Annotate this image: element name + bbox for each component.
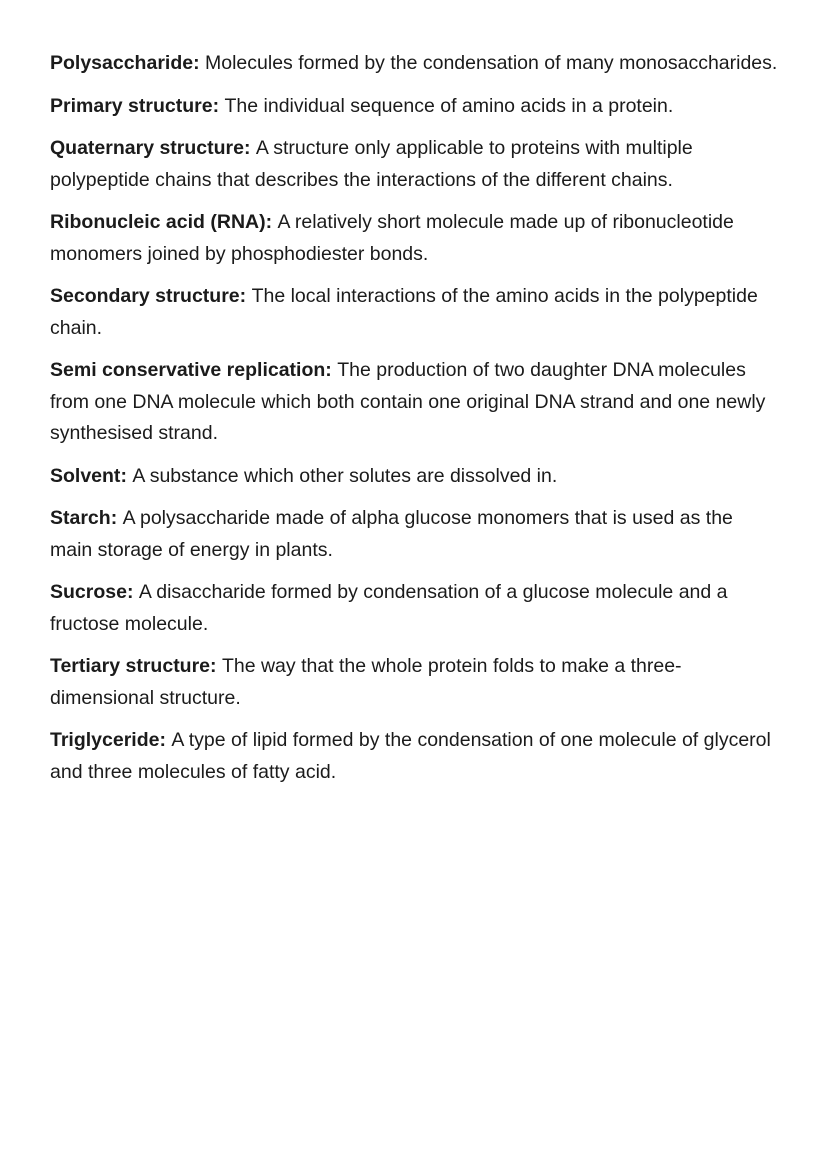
glossary-definition: A disaccharide formed by condensation of a glucose molecule and a fructose molecule. <box>50 581 728 635</box>
glossary-entry-semi-conservative-replication <box>50 355 780 450</box>
glossary-definition: The production of two daughter DNA molecules from one DNA molecule which both contain one original DNA strand and one newly synthesised strand. <box>50 359 766 444</box>
glossary-definition: The way that the whole protein folds to make a three-dimensional structure. <box>50 655 682 709</box>
glossary-entry-rna <box>50 207 780 270</box>
glossary-definition: The individual sequence of amino acids in a protein. <box>224 94 674 117</box>
term-separator: : <box>212 94 225 117</box>
glossary-term: Polysaccharide <box>50 52 194 74</box>
glossary-entry-sucrose <box>50 577 780 640</box>
glossary-term: Ribonucleic acid (RNA) <box>50 211 266 233</box>
term-separator: : <box>243 137 256 159</box>
glossary-entry-quaternary-structure <box>50 133 780 196</box>
glossary-entry-polysaccharide <box>50 48 780 80</box>
glossary-term: Starch <box>50 507 111 529</box>
glossary-entry-triglyceride <box>50 725 780 788</box>
glossary-term: Semi conservative replication <box>50 359 326 381</box>
glossary-entry-primary-structure <box>50 91 780 123</box>
glossary-term: Primary structure <box>50 94 213 117</box>
glossary-definition: A relatively short molecule made up of ribonucleotide monomers joined by phosphodiester bonds. <box>50 211 734 265</box>
term-separator: : <box>210 655 222 677</box>
glossary-page <box>50 48 780 799</box>
term-separator: : <box>110 507 123 529</box>
glossary-term: Tertiary structure <box>50 655 211 677</box>
term-separator: : <box>325 359 338 381</box>
glossary-entry-starch <box>50 503 780 566</box>
glossary-entry-solvent <box>50 461 780 493</box>
term-separator: : <box>239 285 252 307</box>
glossary-definition: A type of lipid formed by the condensation of one molecule of glycerol and three molecules of fatty acid. <box>50 729 771 783</box>
term-separator: : <box>126 581 139 603</box>
glossary-definition: Molecules formed by the condensation of many monosaccharides. <box>205 52 778 74</box>
glossary-definition: A substance which other solutes are dissolved in. <box>132 464 558 487</box>
glossary-term: Quaternary structure <box>50 137 244 159</box>
glossary-term: Solvent <box>50 464 121 487</box>
term-separator: : <box>120 464 133 487</box>
term-separator: : <box>193 52 206 74</box>
term-separator: : <box>265 211 278 233</box>
glossary-entry-tertiary-structure <box>50 651 780 714</box>
term-separator: : <box>159 729 172 751</box>
glossary-term: Triglyceride <box>50 729 160 751</box>
glossary-definition: A structure only applicable to proteins with multiple polypeptide chains that describes the interactions of the different chains. <box>50 137 693 191</box>
glossary-term: Secondary structure <box>50 285 240 307</box>
glossary-term: Sucrose <box>50 581 127 603</box>
glossary-definition: The local interactions of the amino acids in the polypeptide chain. <box>50 285 758 339</box>
glossary-entry-secondary-structure <box>50 281 780 344</box>
glossary-definition: A polysaccharide made of alpha glucose monomers that is used as the main storage of energy in plants. <box>50 507 733 561</box>
